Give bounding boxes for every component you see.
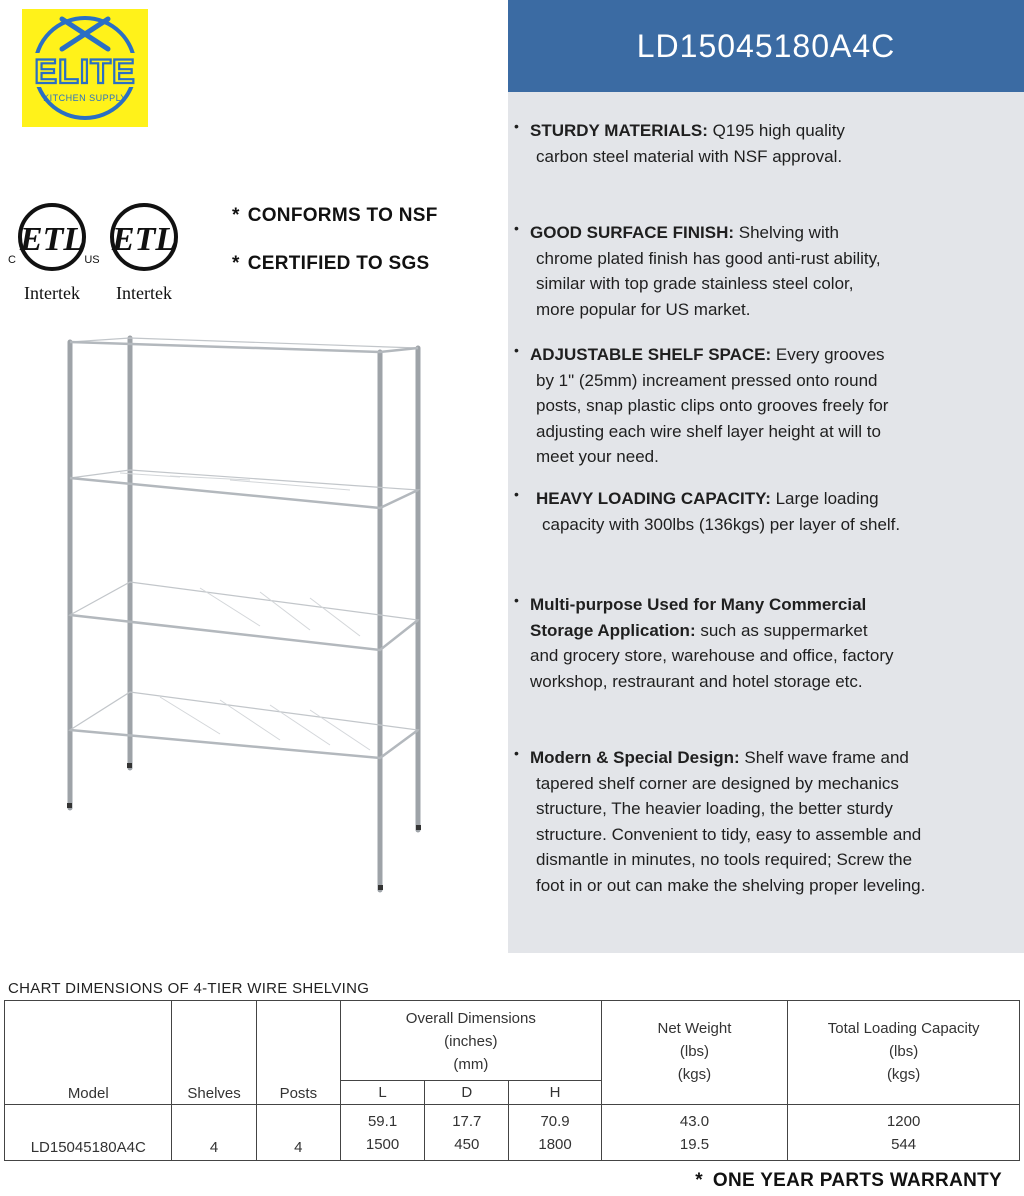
- etl-listed-mark-cus: [6, 195, 98, 310]
- feature-multi-purpose: • Multi-purpose Used for Many Commercial Storage Application: such as suppermarket and grocery store, warehouse and office, factory workshop, restraurant and hotel storage etc.: [520, 592, 1010, 694]
- crossed-knives-icon: [62, 19, 108, 49]
- four-tier-wire-shelf-image: [50, 330, 450, 900]
- dimensions-table: [4, 1000, 1020, 1161]
- etl-listed-mark-icon: [6, 195, 98, 310]
- cert-note-nsf: * CONFORMS TO NSF: [232, 205, 438, 226]
- model-banner: [508, 0, 1024, 92]
- header-net-weight: Net Weight (lbs) (kgs): [601, 1001, 788, 1105]
- cert-issuer: Intertek: [24, 283, 80, 303]
- cell-dim-d: 17.7 450: [425, 1105, 509, 1161]
- table-header-row: [5, 1001, 1020, 1081]
- cell-net-weight: 43.0 19.5: [601, 1105, 788, 1161]
- cell-dim-h: 70.9 1800: [509, 1105, 601, 1161]
- bullet-icon: •: [514, 342, 519, 358]
- feature-modern-design: • Modern & Special Design: Shelf wave frame and tapered shelf corner are designed by mechanics structure, The heavier loading, the better sturdy structure. Convenient to tidy, easy to assemble and dismantle in minutes, no tools required; Screw the foot in or out can make the shelving proper leveling.: [520, 745, 1010, 898]
- warranty-note: * ONE YEAR PARTS WARRANTY: [695, 1170, 1002, 1191]
- brand-logo: [22, 9, 148, 127]
- product-image: [50, 330, 450, 900]
- header-dim-l: L: [340, 1081, 424, 1105]
- bullet-icon: •: [514, 745, 519, 761]
- feature-surface-finish: • GOOD SURFACE FINISH: Shelving with chrome plated finish has good anti-rust ability, similar with top grade stainless steel color, more popular for US market.: [520, 220, 1010, 322]
- cell-capacity: 1200 544: [788, 1105, 1020, 1161]
- etl-listed-mark-icon: [98, 195, 190, 310]
- asterisk-icon: *: [232, 253, 240, 274]
- chart-title: CHART DIMENSIONS OF 4-TIER WIRE SHELVING: [8, 980, 370, 997]
- bullet-icon: •: [514, 486, 519, 502]
- cell-dim-l: 59.1 1500: [340, 1105, 424, 1161]
- header-overall-dimensions: Overall Dimensions (inches) (mm): [340, 1001, 601, 1081]
- feature-loading-capacity: • HEAVY LOADING CAPACITY: Large loading capacity with 300lbs (136kgs) per layer of shelf.: [520, 486, 1010, 537]
- cell-model: LD15045180A4C: [5, 1105, 172, 1161]
- cert-note-sgs: * CERTIFIED TO SGS: [232, 253, 430, 274]
- svg-text:ETL: ETL: [19, 221, 85, 258]
- logo-brand-text: ELITE: [34, 53, 136, 91]
- bullet-icon: •: [514, 220, 519, 236]
- model-number: LD15045180A4C: [636, 27, 896, 64]
- bullet-icon: •: [514, 118, 519, 134]
- header-dim-h: H: [509, 1081, 601, 1105]
- cell-posts: 4: [256, 1105, 340, 1161]
- feature-adjustable-shelf: • ADJUSTABLE SHELF SPACE: Every grooves by 1" (25mm) increament pressed onto round posts, snap plastic clips onto grooves freely for adjusting each wire shelf layer height at will to meet your need.: [520, 342, 1010, 470]
- table-row: [5, 1105, 1020, 1161]
- feature-sturdy-materials: • STURDY MATERIALS: Q195 high quality carbon steel material with NSF approval.: [520, 118, 1010, 169]
- header-shelves: Shelves: [172, 1001, 256, 1105]
- asterisk-icon: *: [232, 205, 240, 226]
- etl-listed-mark: [98, 195, 190, 310]
- logo-graphic: [22, 9, 148, 127]
- header-dim-d: D: [425, 1081, 509, 1105]
- header-posts: Posts: [256, 1001, 340, 1105]
- header-total-loading-capacity: Total Loading Capacity (lbs) (kgs): [788, 1001, 1020, 1105]
- cert-issuer: Intertek: [116, 283, 172, 303]
- bullet-icon: •: [514, 592, 519, 608]
- logo-tagline: KITCHEN SUPPLY: [43, 93, 127, 103]
- svg-text:C: C: [8, 254, 16, 266]
- svg-text:ETL: ETL: [111, 221, 177, 258]
- svg-text:US: US: [84, 254, 100, 266]
- asterisk-icon: *: [695, 1170, 703, 1191]
- cell-shelves: 4: [172, 1105, 256, 1161]
- header-model: Model: [5, 1001, 172, 1105]
